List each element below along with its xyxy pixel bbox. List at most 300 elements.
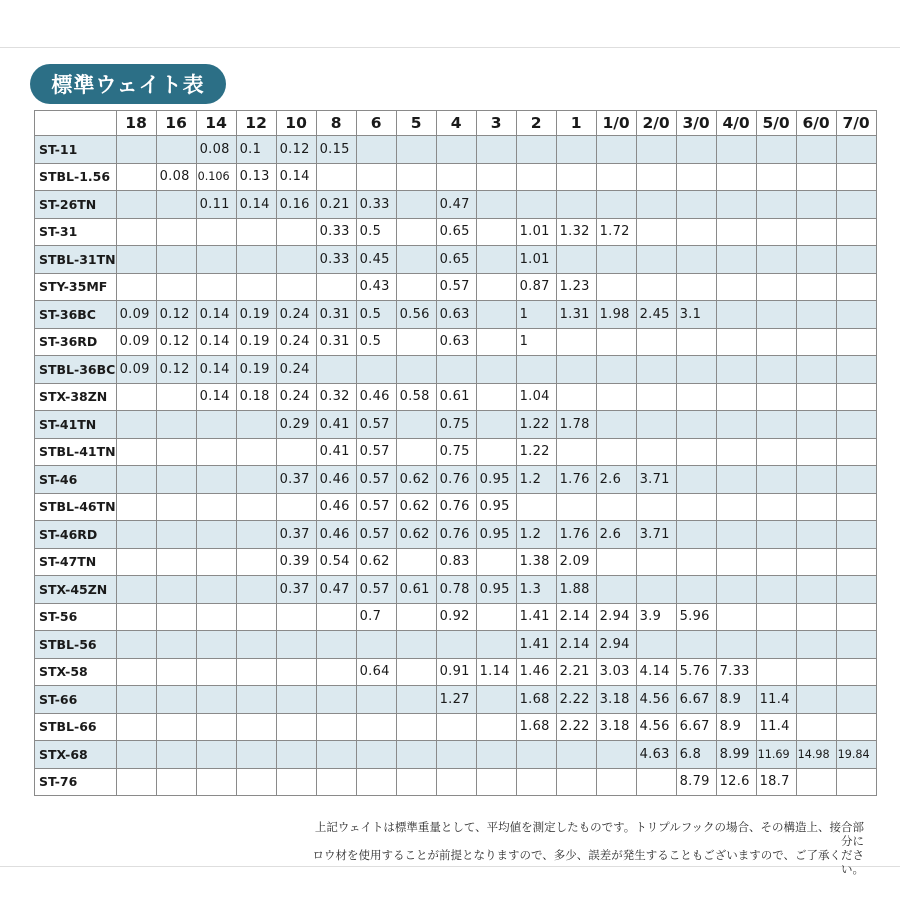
weight-cell — [476, 631, 516, 659]
weight-cell — [716, 356, 756, 384]
weight-cell: 8.79 — [676, 768, 716, 796]
weight-cell — [756, 658, 796, 686]
weight-cell — [836, 658, 876, 686]
row-model-name: STX-45ZN — [35, 576, 117, 604]
row-model-name: ST-66 — [35, 686, 117, 714]
weight-cell: 0.54 — [316, 548, 356, 576]
weight-cell: 0.46 — [316, 493, 356, 521]
table-row — [35, 273, 877, 301]
weight-cell — [716, 246, 756, 274]
table-row — [35, 246, 877, 274]
weight-cell — [396, 741, 436, 769]
weight-cell — [716, 521, 756, 549]
size-header: 18 — [116, 111, 156, 136]
weight-cell — [276, 658, 316, 686]
weight-cell — [796, 356, 836, 384]
weight-cell — [116, 411, 156, 439]
weight-cell: 0.62 — [396, 521, 436, 549]
table-row — [35, 658, 877, 686]
weight-cell: 0.46 — [356, 383, 396, 411]
weight-cell: 0.76 — [436, 493, 476, 521]
weight-cell: 0.24 — [276, 328, 316, 356]
weight-cell — [756, 576, 796, 604]
weight-cell — [156, 136, 196, 164]
size-header: 2/0 — [636, 111, 676, 136]
weight-cell: 1.76 — [556, 466, 596, 494]
weight-cell — [276, 246, 316, 274]
weight-cell: 1.3 — [516, 576, 556, 604]
weight-cell: 0.16 — [276, 191, 316, 219]
weight-cell: 11.69 — [756, 741, 796, 769]
weight-cell — [836, 713, 876, 741]
weight-cell — [436, 356, 476, 384]
weight-cell: 2.22 — [556, 713, 596, 741]
weight-cell — [116, 493, 156, 521]
weight-cell — [796, 383, 836, 411]
weight-cell — [236, 603, 276, 631]
weight-cell — [156, 768, 196, 796]
weight-cell: 0.29 — [276, 411, 316, 439]
weight-cell: 0.106 — [196, 163, 236, 191]
weight-cell — [596, 576, 636, 604]
weight-cell — [236, 686, 276, 714]
size-header: 6/0 — [796, 111, 836, 136]
weight-cell — [156, 191, 196, 219]
weight-cell — [796, 191, 836, 219]
weight-cell — [116, 576, 156, 604]
weight-cell: 2.6 — [596, 466, 636, 494]
table-row — [35, 356, 877, 384]
row-model-name: STY-35MF — [35, 273, 117, 301]
weight-cell: 0.33 — [356, 191, 396, 219]
weight-cell: 0.24 — [276, 301, 316, 329]
weight-cell — [116, 218, 156, 246]
weight-cell: 0.57 — [356, 438, 396, 466]
weight-cell — [556, 356, 596, 384]
weight-cell: 0.11 — [196, 191, 236, 219]
weight-cell: 5.96 — [676, 603, 716, 631]
weight-cell — [396, 548, 436, 576]
weight-cell: 0.62 — [356, 548, 396, 576]
weight-cell: 0.75 — [436, 411, 476, 439]
weight-cell — [156, 741, 196, 769]
weight-cell — [796, 548, 836, 576]
weight-cell — [236, 493, 276, 521]
weight-cell — [196, 273, 236, 301]
weight-cell: 1.68 — [516, 686, 556, 714]
weight-cell: 12.6 — [716, 768, 756, 796]
weight-cell — [676, 136, 716, 164]
weight-cell — [116, 136, 156, 164]
weight-cell — [196, 686, 236, 714]
table-row — [35, 741, 877, 769]
size-header: 4 — [436, 111, 476, 136]
weight-cell — [236, 218, 276, 246]
weight-cell — [396, 686, 436, 714]
weight-cell — [156, 713, 196, 741]
weight-cell — [276, 768, 316, 796]
weight-cell: 3.18 — [596, 713, 636, 741]
size-header: 14 — [196, 111, 236, 136]
weight-cell: 0.14 — [196, 301, 236, 329]
weight-cell — [556, 328, 596, 356]
weight-cell — [316, 163, 356, 191]
weight-cell — [676, 548, 716, 576]
weight-cell — [636, 768, 676, 796]
weight-cell — [796, 273, 836, 301]
row-model-name: STX-38ZN — [35, 383, 117, 411]
table-row — [35, 301, 877, 329]
weight-cell: 0.39 — [276, 548, 316, 576]
weight-cell — [676, 631, 716, 659]
weight-cell — [276, 741, 316, 769]
weight-cell — [596, 163, 636, 191]
weight-cell — [276, 686, 316, 714]
standard-weight-table — [34, 110, 877, 796]
weight-cell: 0.41 — [316, 438, 356, 466]
size-header: 10 — [276, 111, 316, 136]
weight-cell — [836, 576, 876, 604]
table-row — [35, 493, 877, 521]
weight-cell: 0.65 — [436, 218, 476, 246]
weight-cell: 3.71 — [636, 466, 676, 494]
weight-cell: 3.71 — [636, 521, 676, 549]
weight-cell — [836, 548, 876, 576]
table-row — [35, 466, 877, 494]
weight-cell: 0.14 — [196, 383, 236, 411]
weight-cell: 1.04 — [516, 383, 556, 411]
weight-cell: 0.62 — [396, 493, 436, 521]
weight-cell — [236, 548, 276, 576]
weight-cell: 0.12 — [156, 328, 196, 356]
weight-cell: 0.62 — [396, 466, 436, 494]
weight-cell — [756, 411, 796, 439]
table-row — [35, 521, 877, 549]
weight-cell — [596, 741, 636, 769]
row-model-name: ST-46RD — [35, 521, 117, 549]
weight-cell: 1.2 — [516, 466, 556, 494]
weight-cell — [676, 383, 716, 411]
footnote — [304, 820, 864, 876]
weight-cell — [756, 218, 796, 246]
weight-cell: 1.22 — [516, 411, 556, 439]
weight-cell: 0.37 — [276, 521, 316, 549]
weight-cell — [516, 768, 556, 796]
weight-cell — [716, 163, 756, 191]
weight-cell — [836, 218, 876, 246]
weight-cell — [796, 218, 836, 246]
weight-cell: 0.95 — [476, 521, 516, 549]
weight-cell — [716, 493, 756, 521]
weight-cell: 1 — [516, 328, 556, 356]
weight-cell: 0.13 — [236, 163, 276, 191]
weight-cell: 1.01 — [516, 218, 556, 246]
weight-cell: 0.46 — [316, 466, 356, 494]
weight-cell — [236, 273, 276, 301]
weight-cell: 3.9 — [636, 603, 676, 631]
weight-cell — [236, 768, 276, 796]
weight-cell — [476, 356, 516, 384]
weight-cell — [476, 741, 516, 769]
weight-cell — [196, 658, 236, 686]
weight-cell — [636, 631, 676, 659]
weight-cell — [556, 191, 596, 219]
weight-cell: 0.14 — [196, 328, 236, 356]
weight-cell: 0.19 — [236, 328, 276, 356]
weight-cell — [756, 191, 796, 219]
weight-cell: 0.31 — [316, 301, 356, 329]
weight-cell — [556, 493, 596, 521]
weight-cell — [676, 576, 716, 604]
weight-cell — [796, 136, 836, 164]
weight-cell — [796, 301, 836, 329]
weight-cell: 2.09 — [556, 548, 596, 576]
weight-cell: 2.94 — [596, 603, 636, 631]
weight-cell — [836, 466, 876, 494]
row-model-name: ST-31 — [35, 218, 117, 246]
weight-cell — [636, 136, 676, 164]
weight-cell — [836, 603, 876, 631]
footnote-line: 上記ウェイトは標準重量として、平均値を測定したものです。トリプルフックの場合、その構造上、接合部分に — [314, 820, 864, 848]
weight-cell — [756, 301, 796, 329]
weight-cell — [516, 163, 556, 191]
weight-cell — [356, 741, 396, 769]
weight-cell: 0.37 — [276, 466, 316, 494]
weight-cell — [196, 768, 236, 796]
weight-cell: 1.01 — [516, 246, 556, 274]
weight-cell — [156, 411, 196, 439]
row-model-name: STBL-66 — [35, 713, 117, 741]
weight-cell — [396, 658, 436, 686]
weight-cell — [636, 356, 676, 384]
row-model-name: STBL-41TN — [35, 438, 117, 466]
weight-cell: 0.78 — [436, 576, 476, 604]
weight-cell — [476, 328, 516, 356]
weight-cell — [676, 493, 716, 521]
weight-cell: 3.18 — [596, 686, 636, 714]
table-row — [35, 218, 877, 246]
row-model-name: STX-58 — [35, 658, 117, 686]
weight-cell — [356, 686, 396, 714]
weight-cell — [756, 466, 796, 494]
weight-cell: 0.65 — [436, 246, 476, 274]
weight-cell — [836, 163, 876, 191]
weight-cell — [836, 246, 876, 274]
weight-cell — [116, 548, 156, 576]
weight-cell — [676, 521, 716, 549]
row-model-name: ST-47TN — [35, 548, 117, 576]
weight-cell — [396, 411, 436, 439]
weight-cell: 0.46 — [316, 521, 356, 549]
weight-cell — [196, 438, 236, 466]
weight-cell — [836, 686, 876, 714]
weight-cell: 0.95 — [476, 493, 516, 521]
weight-cell — [556, 383, 596, 411]
size-header: 3/0 — [676, 111, 716, 136]
weight-cell — [276, 603, 316, 631]
weight-cell — [556, 741, 596, 769]
weight-cell — [796, 576, 836, 604]
weight-cell: 0.08 — [156, 163, 196, 191]
weight-cell — [516, 356, 556, 384]
weight-cell: 6.67 — [676, 686, 716, 714]
weight-cell: 0.19 — [236, 301, 276, 329]
weight-cell — [196, 218, 236, 246]
weight-cell — [756, 136, 796, 164]
weight-cell — [476, 273, 516, 301]
weight-cell: 1.27 — [436, 686, 476, 714]
weight-cell — [156, 273, 196, 301]
weight-cell — [316, 741, 356, 769]
row-model-name: ST-11 — [35, 136, 117, 164]
weight-cell — [196, 631, 236, 659]
weight-cell: 2.94 — [596, 631, 636, 659]
weight-cell: 0.63 — [436, 328, 476, 356]
weight-cell — [236, 658, 276, 686]
weight-cell — [676, 246, 716, 274]
weight-cell — [516, 741, 556, 769]
weight-cell — [756, 383, 796, 411]
weight-cell — [836, 191, 876, 219]
weight-cell: 0.1 — [236, 136, 276, 164]
weight-cell — [836, 411, 876, 439]
weight-cell — [476, 768, 516, 796]
weight-cell: 0.87 — [516, 273, 556, 301]
weight-cell: 0.83 — [436, 548, 476, 576]
weight-cell: 0.76 — [436, 521, 476, 549]
weight-cell — [436, 631, 476, 659]
table-row — [35, 163, 877, 191]
weight-cell: 0.57 — [356, 493, 396, 521]
weight-cell: 1 — [516, 301, 556, 329]
weight-cell — [116, 438, 156, 466]
weight-cell — [676, 466, 716, 494]
row-model-name: STBL-46TN — [35, 493, 117, 521]
weight-cell — [756, 548, 796, 576]
weight-cell: 0.14 — [236, 191, 276, 219]
weight-cell — [836, 273, 876, 301]
row-model-name: ST-26TN — [35, 191, 117, 219]
weight-cell: 0.09 — [116, 328, 156, 356]
weight-cell: 0.91 — [436, 658, 476, 686]
weight-cell — [116, 713, 156, 741]
weight-cell — [156, 631, 196, 659]
weight-cell — [236, 521, 276, 549]
weight-cell — [756, 163, 796, 191]
weight-cell — [196, 603, 236, 631]
weight-cell: 0.14 — [196, 356, 236, 384]
weight-cell — [156, 383, 196, 411]
weight-cell — [316, 713, 356, 741]
weight-cell — [716, 273, 756, 301]
weight-cell — [156, 658, 196, 686]
weight-cell: 0.09 — [116, 356, 156, 384]
weight-cell — [836, 328, 876, 356]
weight-cell: 0.09 — [116, 301, 156, 329]
weight-cell — [476, 191, 516, 219]
weight-cell — [116, 466, 156, 494]
weight-cell: 0.24 — [276, 383, 316, 411]
weight-cell — [476, 163, 516, 191]
weight-cell: 0.24 — [276, 356, 316, 384]
weight-cell — [116, 273, 156, 301]
weight-cell — [276, 631, 316, 659]
weight-cell — [156, 686, 196, 714]
weight-cell — [756, 273, 796, 301]
weight-cell — [236, 576, 276, 604]
weight-cell — [356, 356, 396, 384]
weight-cell — [596, 768, 636, 796]
weight-cell — [476, 548, 516, 576]
size-header: 12 — [236, 111, 276, 136]
weight-cell: 4.14 — [636, 658, 676, 686]
weight-cell: 0.56 — [396, 301, 436, 329]
weight-cell: 0.43 — [356, 273, 396, 301]
weight-cell — [236, 411, 276, 439]
weight-cell — [636, 246, 676, 274]
weight-cell: 1.22 — [516, 438, 556, 466]
weight-cell: 0.41 — [316, 411, 356, 439]
weight-cell — [396, 218, 436, 246]
weight-cell — [316, 658, 356, 686]
weight-cell — [756, 631, 796, 659]
weight-cell — [716, 218, 756, 246]
weight-cell: 3.03 — [596, 658, 636, 686]
size-header: 5/0 — [756, 111, 796, 136]
weight-cell — [796, 768, 836, 796]
weight-cell — [116, 246, 156, 274]
weight-cell — [196, 246, 236, 274]
weight-cell — [836, 438, 876, 466]
size-header: 16 — [156, 111, 196, 136]
weight-cell: 18.7 — [756, 768, 796, 796]
weight-cell — [636, 383, 676, 411]
weight-cell — [636, 548, 676, 576]
weight-cell — [716, 383, 756, 411]
weight-cell — [596, 383, 636, 411]
weight-cell — [236, 741, 276, 769]
weight-cell: 0.57 — [356, 576, 396, 604]
weight-cell: 0.33 — [316, 218, 356, 246]
weight-cell — [796, 493, 836, 521]
weight-cell — [476, 246, 516, 274]
weight-cell — [116, 741, 156, 769]
weight-cell: 1.78 — [556, 411, 596, 439]
table-row — [35, 576, 877, 604]
weight-cell — [116, 521, 156, 549]
row-model-name: STBL-1.56 — [35, 163, 117, 191]
weight-cell — [276, 273, 316, 301]
weight-cell — [556, 768, 596, 796]
table-row — [35, 383, 877, 411]
weight-table-body — [35, 136, 877, 796]
weight-cell — [476, 411, 516, 439]
weight-cell — [476, 438, 516, 466]
weight-cell — [356, 768, 396, 796]
weight-cell — [476, 301, 516, 329]
weight-cell — [396, 438, 436, 466]
weight-cell — [156, 493, 196, 521]
weight-cell — [196, 713, 236, 741]
weight-cell — [796, 328, 836, 356]
weight-cell: 0.37 — [276, 576, 316, 604]
weight-cell — [676, 273, 716, 301]
weight-cell — [716, 301, 756, 329]
weight-cell: 1.2 — [516, 521, 556, 549]
weight-cell: 0.15 — [316, 136, 356, 164]
weight-cell — [796, 686, 836, 714]
row-model-name: ST-41TN — [35, 411, 117, 439]
